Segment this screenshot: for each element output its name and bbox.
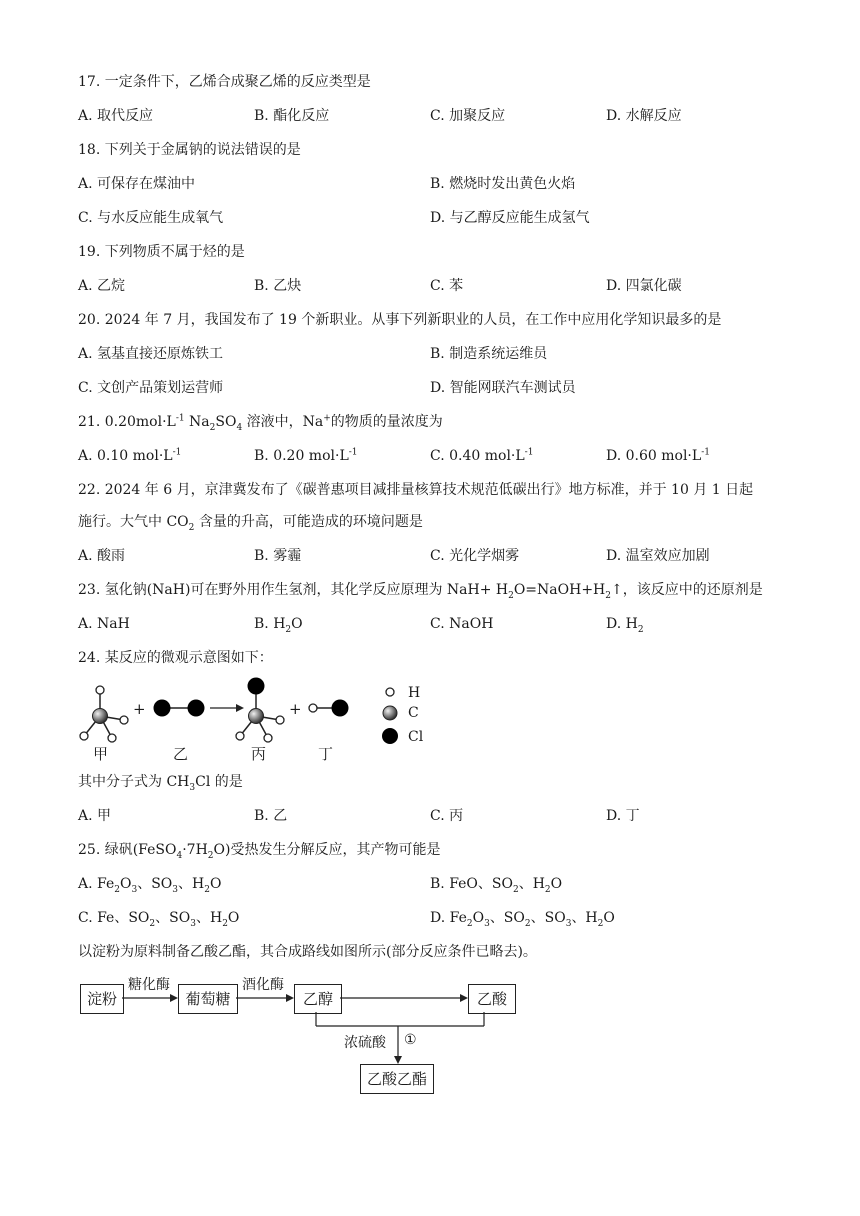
q20-stem: 20. 2024 年 7 月，我国发布了 19 个新职业。从事下列新职业的人员，在工作中应用化学知识最多的是 <box>78 312 722 328</box>
q18-option-b: B. 燃烧时发出黄色火焰 <box>430 176 576 192</box>
q25-option-d: D. $Fe_2O_3$、$SO_2$、$SO_3$、$H_2O$ <box>430 910 615 929</box>
q23-option-c: C. NaOH <box>430 616 494 632</box>
q18-option-c: C. 与水反应能生成氧气 <box>78 210 224 226</box>
flow-node-glucose: 葡萄糖 <box>178 984 238 1014</box>
q19-option-d: D. 四氯化碳 <box>606 278 682 294</box>
q20-option-c: C. 文创产品策划运营师 <box>78 380 224 396</box>
q22-option-d: D. 温室效应加剧 <box>606 548 710 564</box>
q20-option-d: D. 智能网联汽车测试员 <box>430 380 576 396</box>
q24-option-a: A. 甲 <box>78 808 112 824</box>
q21-stem: 21. $0.20mol\cdot L^{-1}$ $Na_2SO_4$ 溶液中，Na+的物质的量浓度为 <box>78 413 443 433</box>
q25-option-a: A. $Fe_2O_3$、$SO_3$、$H_2O$ <box>78 876 222 895</box>
q19-stem: 19. 下列物质不属于烃的是 <box>78 244 245 260</box>
q22-option-b: B. 雾霾 <box>254 548 302 564</box>
plus-sign: + <box>133 700 146 718</box>
q20-option-b: B. 制造系统运维员 <box>430 346 548 362</box>
q21-option-a: A. 0.10 $mol\cdot L^{-1}$ <box>78 447 182 464</box>
q17-stem: 17. 一定条件下，乙烯合成聚乙烯的反应类型是 <box>78 74 371 90</box>
label-jia: 甲 <box>93 745 109 763</box>
legend-label-cl: Cl <box>408 729 424 745</box>
q22-stem-line1: 22. 2024 年 6 月，京津冀发布了《碳普惠项目减排量核算技术规范低碳出行》地方标准，并于 10 月 1 日起 <box>78 482 754 498</box>
legend-label-c: C <box>408 705 419 721</box>
q22-option-c: C. 光化学烟雾 <box>430 548 520 564</box>
q17-option-a: A. 取代反应 <box>78 108 154 124</box>
q26-intro: 以淀粉为原料制备乙酸乙酯，其合成路线如图所示(部分反应条件已略去)。 <box>78 944 537 960</box>
q21-option-d: D. 0.60 $mol\cdot L^{-1}$ <box>606 447 710 464</box>
flow-label-step-1: ① <box>404 1032 417 1048</box>
flow-label-zymase: 酒化酶 <box>242 977 284 993</box>
label-ding: 丁 <box>318 745 334 763</box>
q23-option-d: D. $H_2$ <box>606 616 644 635</box>
q24-option-c: C. 丙 <box>430 808 464 824</box>
q19-option-c: C. 苯 <box>430 278 464 294</box>
q17-option-b: B. 酯化反应 <box>254 108 330 124</box>
q23-option-b: B. $H_2O$ <box>254 616 303 635</box>
q24-follow: 其中分子式为 $CH_3Cl$ 的是 <box>78 774 243 793</box>
q22-stem-line2: 施行。大气中 $CO_2$ 含量的升高，可能造成的环境问题是 <box>78 514 423 533</box>
flow-node-ethyl-acetate: 乙酸乙酯 <box>360 1064 434 1094</box>
plus-sign: + <box>289 700 302 718</box>
q19-option-b: B. 乙炔 <box>254 278 302 294</box>
q24-stem: 24. 某反应的微观示意图如下： <box>78 650 273 666</box>
label-bing: 丙 <box>251 745 267 763</box>
flow-label-conc-sulfuric-acid: 浓硫酸 <box>344 1035 386 1051</box>
q25-option-c: C. Fe、$SO_2$、$SO_3$、$H_2O$ <box>78 910 240 929</box>
q17-option-d: D. 水解反应 <box>606 108 682 124</box>
q19-option-a: A. 乙烷 <box>78 278 126 294</box>
q17-option-c: C. 加聚反应 <box>430 108 506 124</box>
label-yi: 乙 <box>173 745 189 763</box>
q21-option-c: C. 0.40 $mol\cdot L^{-1}$ <box>430 447 534 464</box>
q23-stem: 23. 氢化钠(NaH)可在野外用作生氢剂，其化学反应原理为 $NaH+ H_2O=NaOH+H_2↑$，该反应中的还原剂是 <box>78 582 763 601</box>
q25-stem: 25. 绿矾$(FeSO_4\cdot 7H_2O)$受热发生分解反应，其产物可能是 <box>78 842 441 861</box>
legend-label-h: H <box>408 685 421 701</box>
q18-option-d: D. 与乙醇反应能生成氢气 <box>430 210 590 226</box>
flow-label-saccharifying-enzyme: 糖化酶 <box>128 977 170 993</box>
q24-option-d: D. 丁 <box>606 808 640 824</box>
q23-option-a: A. NaH <box>78 616 130 632</box>
q25-option-b: B. FeO、$SO_2$、$H_2O$ <box>430 876 563 895</box>
flow-node-starch: 淀粉 <box>80 984 124 1014</box>
flow-node-acetic-acid: 乙酸 <box>468 984 516 1014</box>
q18-option-a: A. 可保存在煤油中 <box>78 176 196 192</box>
q20-option-a: A. 氢基直接还原炼铁工 <box>78 346 224 362</box>
q18-stem: 18. 下列关于金属钠的说法错误的是 <box>78 142 301 158</box>
flow-node-ethanol: 乙醇 <box>294 984 342 1014</box>
q22-option-a: A. 酸雨 <box>78 548 126 564</box>
q21-option-b: B. 0.20 $mol\cdot L^{-1}$ <box>254 447 358 464</box>
q24-option-b: B. 乙 <box>254 808 288 824</box>
